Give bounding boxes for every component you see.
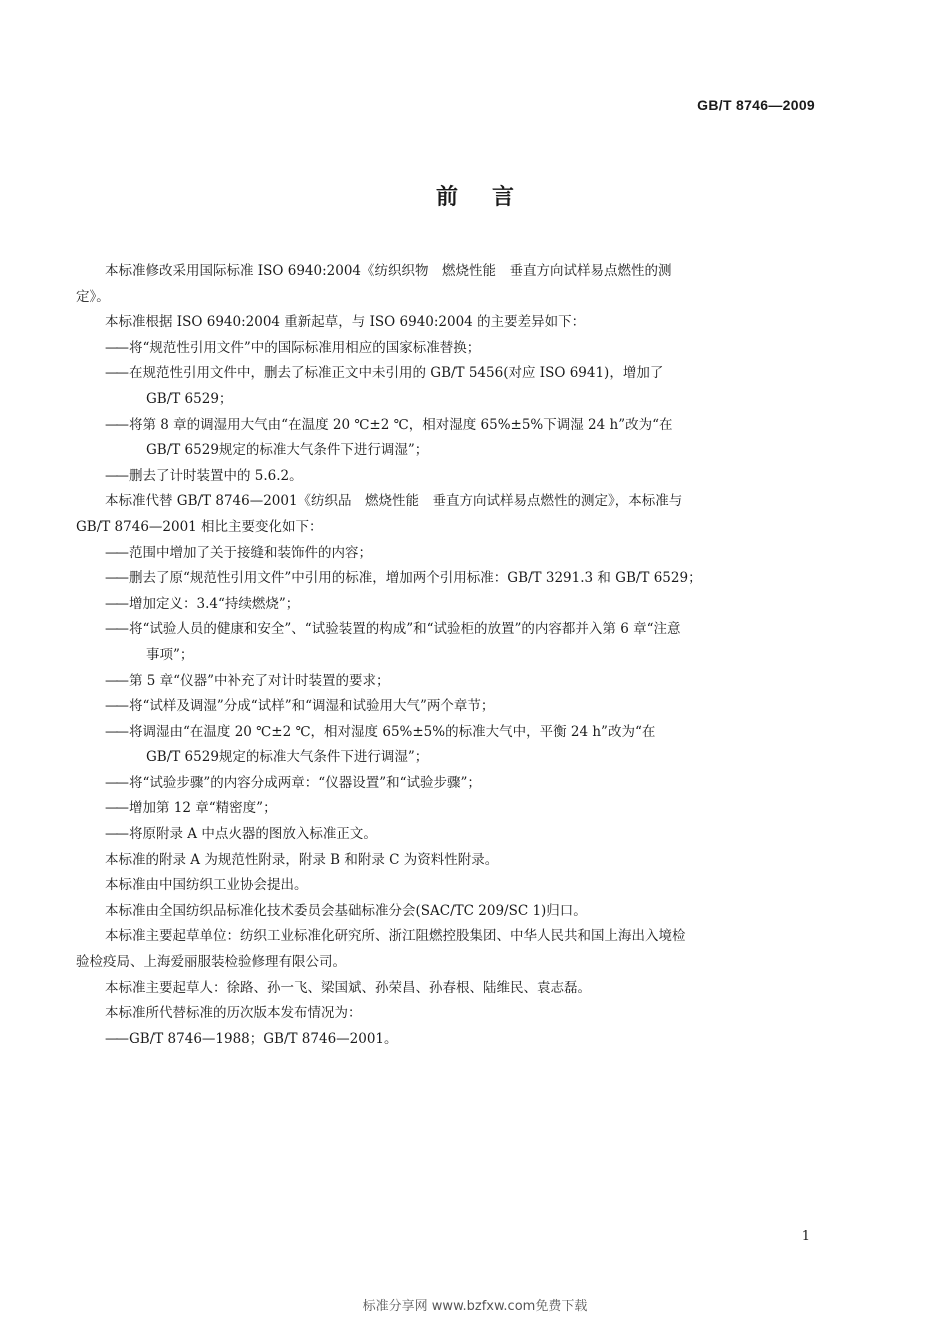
list-item: [76, 336, 816, 362]
list-item: [76, 413, 816, 464]
dash-mark: ——: [105, 800, 126, 817]
list-item-text: 删去了原“规范性引用文件”中引用的标准，增加两个引用标准：GB/T 3291.3 和 GB/T 6529；: [129, 570, 702, 587]
list-item: [76, 566, 816, 592]
list-item: [76, 464, 816, 490]
paragraph: [76, 848, 816, 874]
list-item: [76, 796, 816, 822]
list-item-line: [105, 796, 816, 822]
paragraph-line: 本标准主要起草人：徐路、孙一飞、梁国斌、孙荣昌、孙春根、陆维民、袁志磊。: [105, 979, 591, 996]
dash-mark: ——: [105, 570, 126, 587]
list-item-line: [105, 1027, 816, 1053]
list-item-line: [105, 592, 816, 618]
list-item-line: GB/T 6529规定的标准大气条件下进行调湿”；: [146, 442, 429, 459]
dash-mark: ——: [105, 698, 126, 715]
list-item-text: GB/T 8746—1988；GB/T 8746—2001。: [129, 1030, 398, 1047]
document-body: [76, 259, 816, 1052]
paragraph-line: 本标准根据 ISO 6940:2004 重新起草，与 ISO 6940:2004 的主要差异如下：: [105, 314, 586, 331]
list-item-text: 将原附录 A 中点火器的图放入标准正文。: [129, 826, 377, 843]
list-item-line: 事项”；: [146, 646, 194, 663]
list-item-text: 增加定义：3.4“持续燃烧”；: [129, 595, 300, 612]
list-item: [76, 669, 816, 695]
list-item-line: [105, 566, 816, 592]
list-item-text: 将“试样及调湿”分成“试样”和“调湿和试验用大气”两个章节；: [129, 698, 495, 715]
paragraph-line: 本标准代替 GB/T 8746—2001《纺织品 燃烧性能 垂直方向试样易点燃性的测定》，本标准与: [105, 493, 683, 510]
dash-mark: ——: [105, 672, 126, 689]
paragraph-line: 本标准修改采用国际标准 ISO 6940:2004《纺织织物 燃烧性能 垂直方向试样易点燃性的测: [105, 263, 672, 279]
dash-mark: ——: [105, 339, 126, 356]
list-item: [76, 541, 816, 567]
list-item-line: [105, 413, 816, 439]
list-item: [76, 361, 816, 412]
paragraph: [76, 1001, 816, 1027]
list-item: [76, 592, 816, 618]
list-item: [76, 771, 816, 797]
list-item: [76, 1027, 816, 1053]
standard-code: GB/T 8746—2009: [697, 97, 815, 113]
list-item-text: 将调湿由“在温度 20 ℃±2 ℃，相对湿度 65%±5%的标准大气中，平衡 24 h”改为“在: [129, 723, 656, 740]
footer-watermark: 标准分享网 www.bzfxw.com免费下载: [362, 1299, 588, 1314]
list-item-line: [105, 720, 816, 746]
paragraph: [76, 924, 816, 975]
paragraph: [76, 259, 816, 310]
list-item-line: [105, 669, 816, 695]
list-item-line: [105, 822, 816, 848]
dash-mark: ——: [105, 595, 126, 612]
list-item-line: [105, 361, 816, 387]
list-item-text: 范围中增加了关于接缝和装饰件的内容；: [129, 544, 372, 561]
list-item-text: 将第 8 章的调湿用大气由“在温度 20 ℃±2 ℃，相对湿度 65%±5%下调湿 24 h”改为“在: [129, 416, 673, 433]
paragraph-line: 本标准所代替标准的历次版本发布情况为：: [105, 1005, 362, 1022]
dash-mark: ——: [105, 774, 126, 791]
list-item: [76, 822, 816, 848]
dash-mark: ——: [105, 621, 126, 638]
list-item-text: 在规范性引用文件中，删去了标准正文中未引用的 GB/T 5456(对应 ISO 6941)，增加了: [129, 365, 664, 382]
list-item-text: 删去了计时装置中的 5.6.2。: [129, 467, 303, 484]
paragraph: [76, 899, 816, 925]
list-item-text: 第 5 章“仪器”中补充了对计时装置的要求；: [129, 672, 390, 689]
paragraph: [76, 976, 816, 1002]
dash-mark: ——: [105, 365, 126, 382]
paragraph-line: 本标准主要起草单位：纺织工业标准化研究所、浙江阻燃控股集团、中华人民共和国上海出入境检: [105, 928, 686, 945]
paragraph-line: 本标准由全国纺织品标准化技术委员会基础标准分会(SAC/TC 209/SC 1)归口。: [105, 902, 587, 919]
paragraph: [76, 873, 816, 899]
list-item: [76, 694, 816, 720]
list-item-text: 将“试验人员的健康和安全”、“试验装置的构成”和“试验柜的放置”的内容都并入第 6 章“注意: [129, 621, 681, 638]
paragraph-line: 本标准的附录 A 为规范性附录，附录 B 和附录 C 为资料性附录。: [105, 851, 499, 868]
dash-mark: ——: [105, 1030, 126, 1047]
page-title: 前言: [435, 184, 548, 210]
list-item-text: 将“试验步骤”的内容分成两章：“仪器设置”和“试验步骤”；: [129, 774, 481, 791]
paragraph-line: 定》。: [76, 288, 110, 305]
list-item-line: [105, 336, 816, 362]
list-item-line: [105, 541, 816, 567]
list-item: [76, 617, 816, 668]
paragraph-line: 验检疫局、上海爱丽服装检验修理有限公司。: [76, 954, 346, 971]
list-item-line: [105, 464, 816, 490]
paragraph: [76, 489, 816, 540]
list-item-line: [105, 694, 816, 720]
paragraph-line: GB/T 8746—2001 相比主要变化如下：: [76, 518, 323, 535]
dash-mark: ——: [105, 467, 126, 484]
page-number: 1: [801, 1229, 810, 1244]
list-item-text: 将“规范性引用文件”中的国际标准用相应的国家标准替换；: [129, 339, 481, 356]
list-item-line: GB/T 6529；: [146, 390, 233, 407]
dash-mark: ——: [105, 723, 126, 740]
list-item-text: 增加第 12 章“精密度”；: [129, 800, 277, 817]
list-item-line: [105, 617, 816, 643]
paragraph-line: 本标准由中国纺织工业协会提出。: [105, 877, 308, 894]
dash-mark: ——: [105, 826, 126, 843]
dash-mark: ——: [105, 416, 126, 433]
list-item-line: [105, 771, 816, 797]
paragraph: [76, 310, 816, 336]
dash-mark: ——: [105, 544, 126, 561]
list-item: [76, 720, 816, 771]
list-item-line: GB/T 6529规定的标准大气条件下进行调湿”；: [146, 749, 429, 766]
